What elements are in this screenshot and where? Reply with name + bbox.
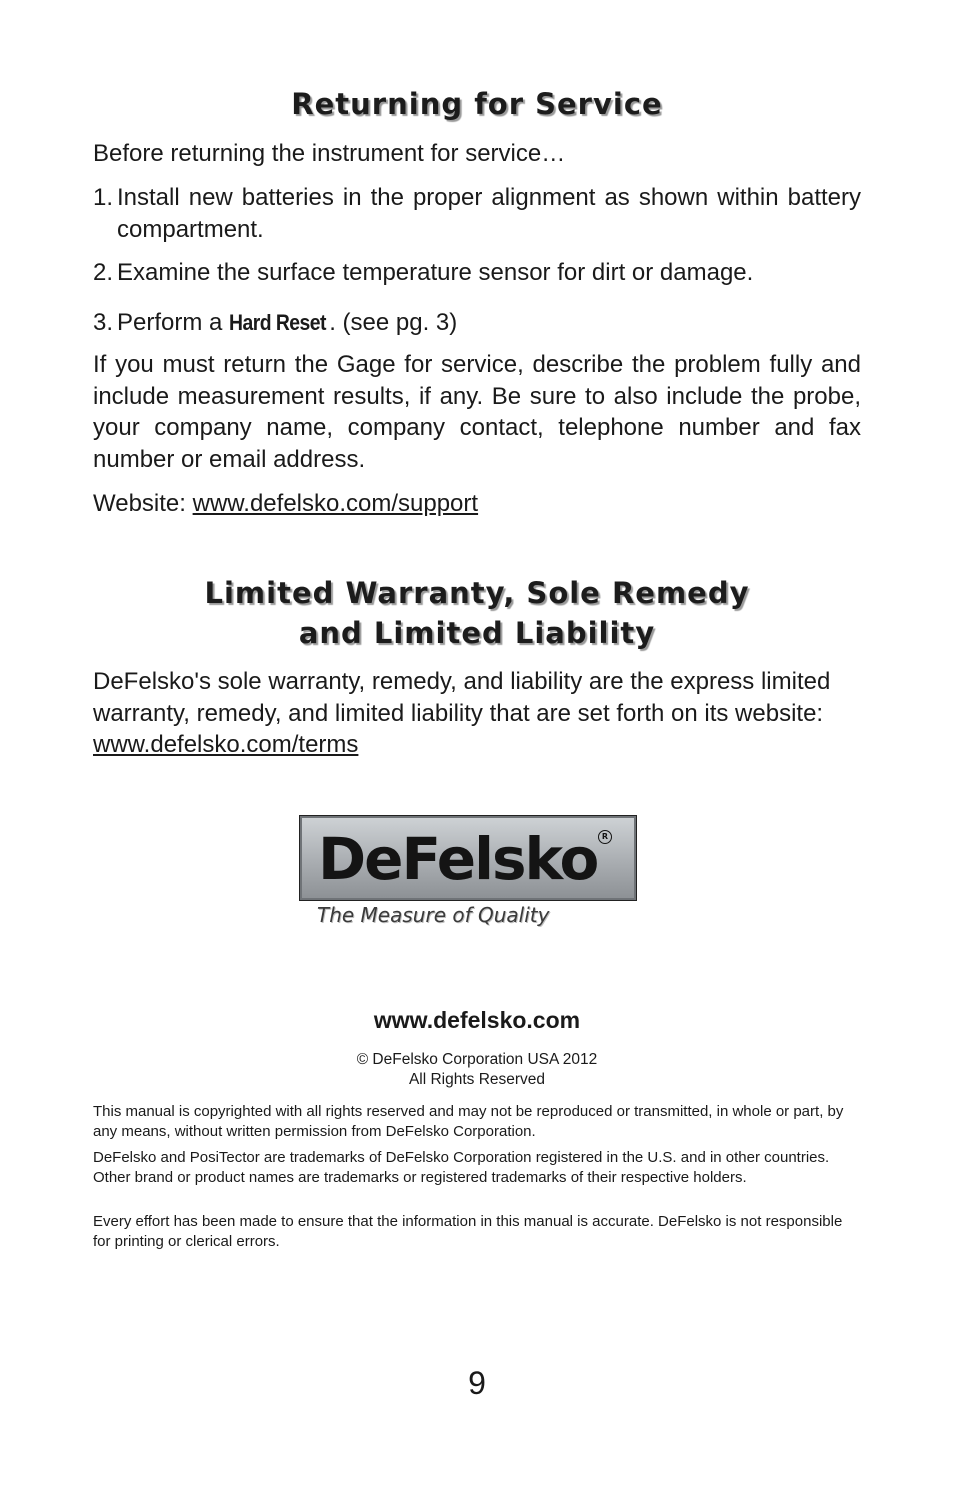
step-text-after: . (see pg. 3) <box>329 309 458 336</box>
notice-copyright: This manual is copyrighted with all rights reserved and may not be reproduced or transmitted, in whole or part, by any means, without written permission from DeFelsko Corporation. <box>93 1103 844 1140</box>
warranty-paragraph <box>93 666 861 761</box>
terms-link[interactable]: www.defelsko.com/terms <box>93 731 359 758</box>
rights-line: All Rights Reserved <box>408 1071 546 1088</box>
step-3 <box>93 307 861 339</box>
returning-paragraph: If you must return the Gage for service, describe the problem fully and include measurement results, if any. Be sure to also include the probe, your company name, company contact, telephone number and fax number or email address. <box>93 351 861 473</box>
page-number: 9 <box>468 1365 486 1401</box>
step-number: 1. <box>93 184 114 211</box>
section-title-returning: Returning for Service <box>291 87 663 121</box>
step-number: 2. <box>93 259 114 286</box>
warranty-title-line2: and Limited Liability <box>298 616 656 650</box>
step-text: Install new batteries in the proper alignment as shown within battery compartment. <box>117 184 861 243</box>
footer-website: www.defelsko.com <box>373 1007 581 1033</box>
logo-wordmark: DeFelsko <box>318 825 598 893</box>
website-line <box>93 488 861 520</box>
step-text: Examine the surface temperature sensor for dirt or damage. <box>117 259 754 286</box>
notice-trademarks: DeFelsko and PosiTector are trademarks of DeFelsko Corporation registered in the U.S. and in other countries. Other brand or product names are trademarks or registered trademarks of their respective holders. <box>93 1149 830 1186</box>
step-1 <box>93 182 861 245</box>
registered-mark-icon: R <box>598 830 612 844</box>
returning-intro: Before returning the instrument for service… <box>93 140 566 167</box>
notice-accuracy: Every effort has been made to ensure that the information in this manual is accurate. DeFelsko is not responsible for printing or clerical errors. <box>93 1213 843 1250</box>
hard-reset-term: Hard Reset <box>229 310 326 335</box>
step-text <box>117 307 861 339</box>
logo-tagline: The Measure of Quality <box>317 903 550 927</box>
website-label: Website: <box>93 490 193 517</box>
logo-plate <box>299 815 637 901</box>
defelsko-logo <box>299 815 637 940</box>
warranty-title-line1: Limited Warranty, Sole Remedy <box>204 576 750 610</box>
step-2 <box>93 257 861 289</box>
section-title-warranty <box>93 573 861 653</box>
step-number: 3. <box>93 309 114 336</box>
step-text-before: Perform a <box>117 309 230 336</box>
warranty-text: DeFelsko's sole warranty, remedy, and liability are the express limited warranty, remedy, and limited liability that are set forth on its website: <box>93 668 831 727</box>
copyright-line: © DeFelsko Corporation USA 2012 <box>356 1051 598 1068</box>
support-link[interactable]: www.defelsko.com/support <box>192 490 479 517</box>
